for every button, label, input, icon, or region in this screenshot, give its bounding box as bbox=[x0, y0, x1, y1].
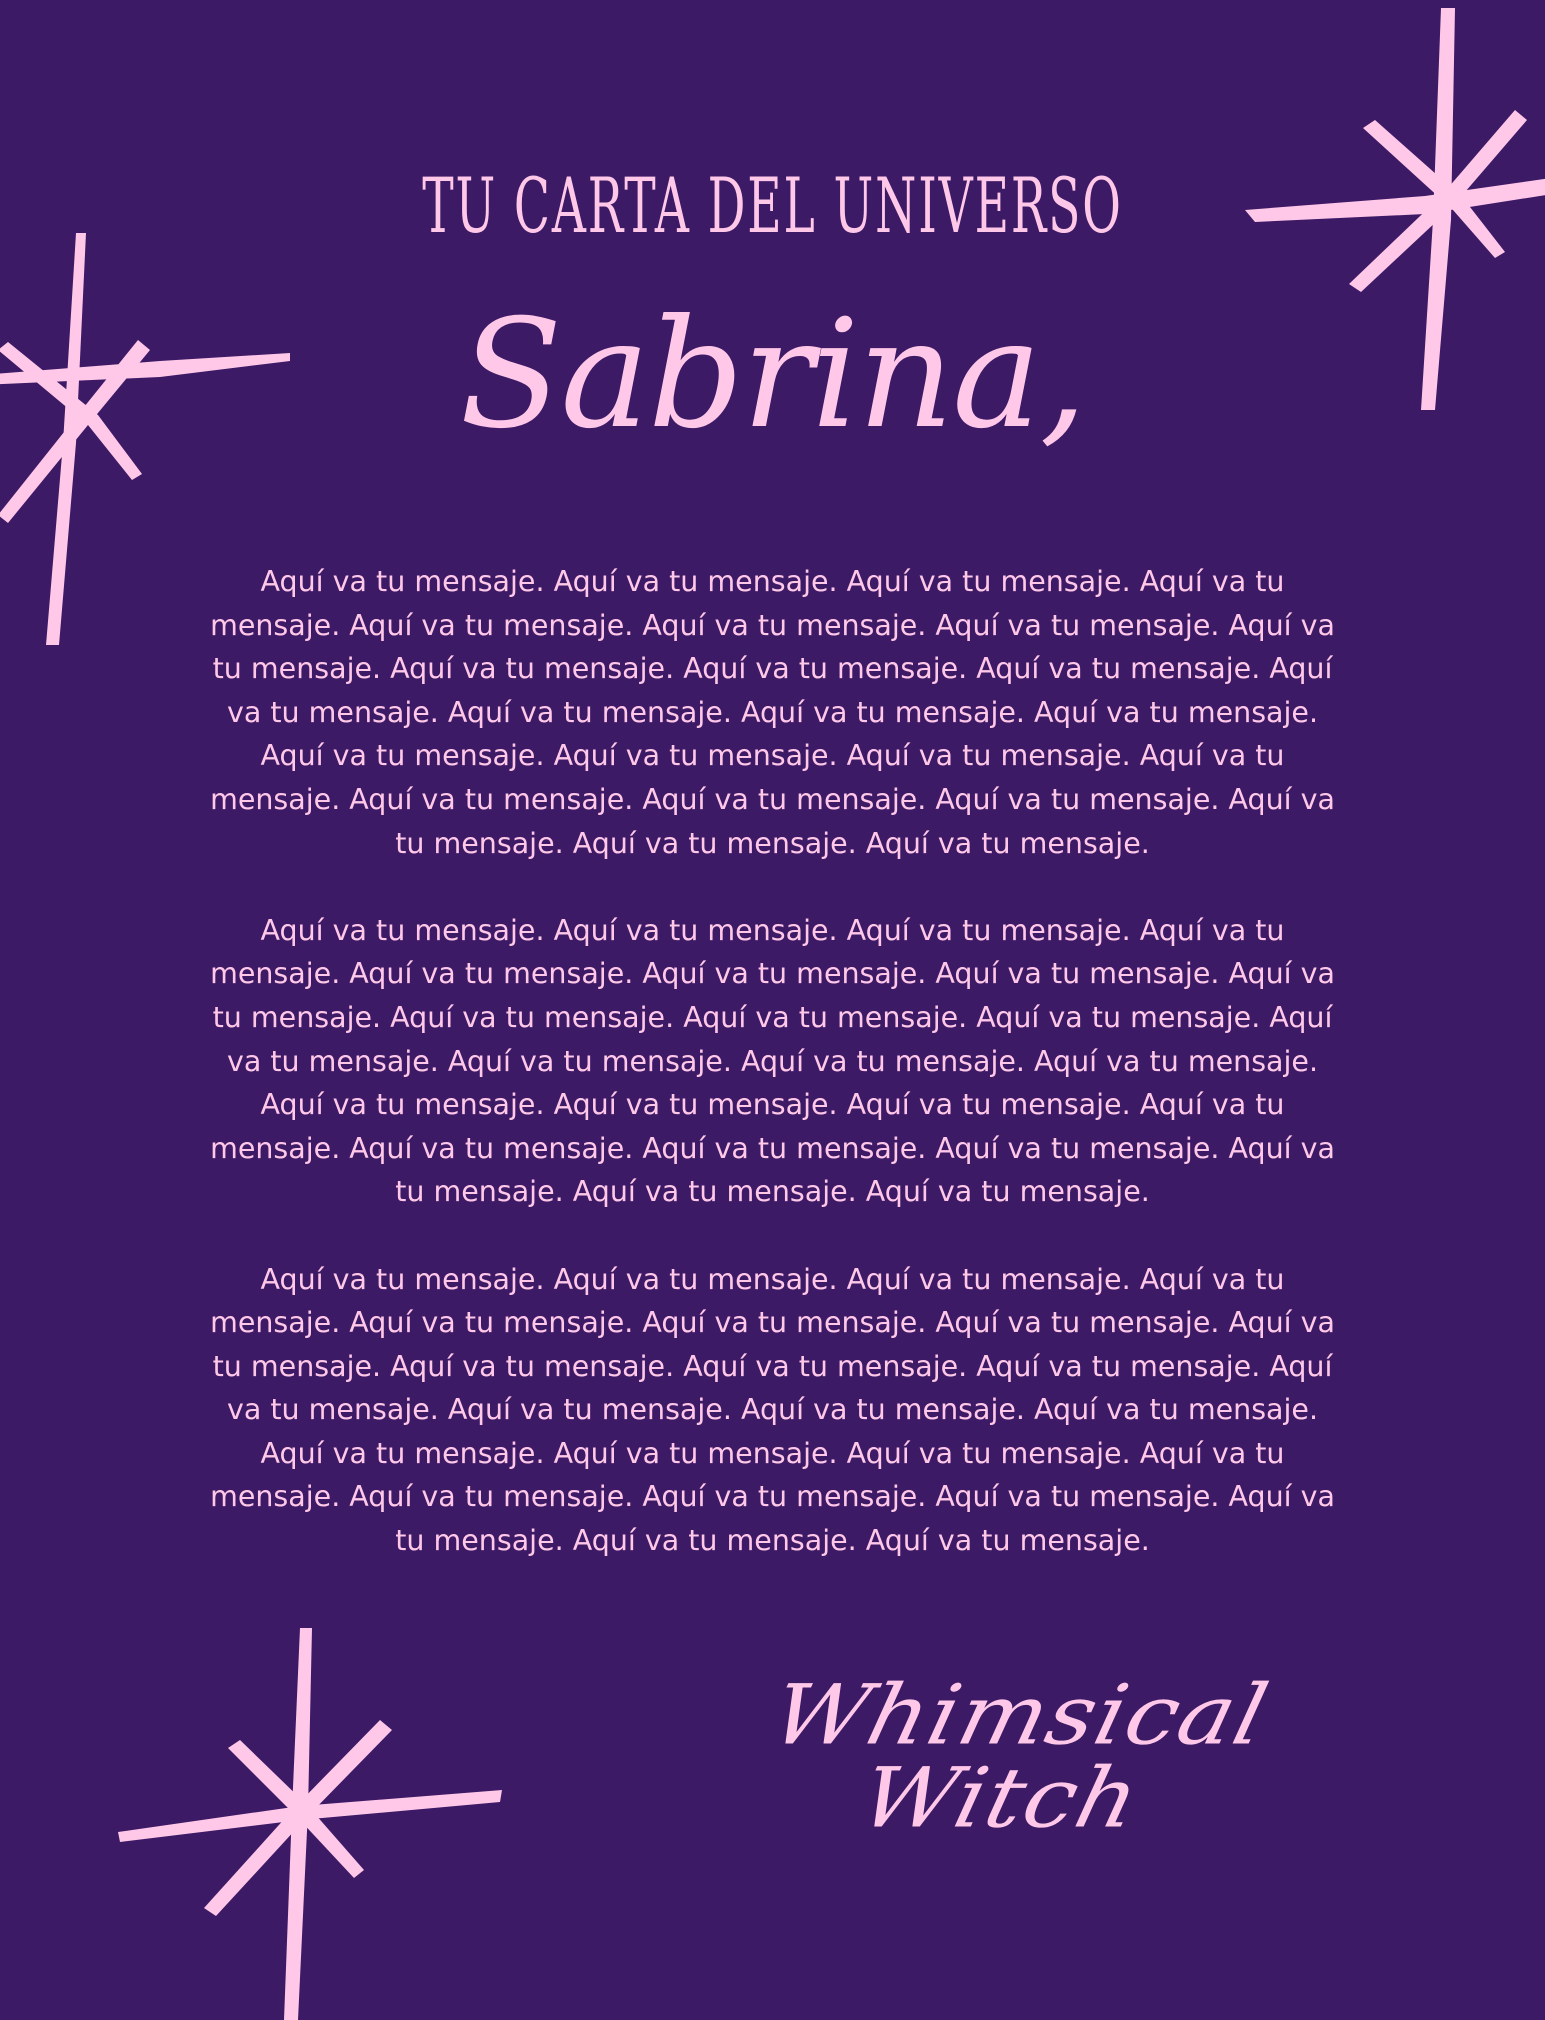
message-paragraph: Aquí va tu mensaje. Aquí va tu mensaje. Aquí va tu mensaje. Aquí va tu mensaje. Aquí va tu mensaje. Aquí va tu mensaje. Aquí va tu mensaje. Aquí va tu mensaje. Aquí va tu mensaje. Aquí va tu mensaje. Aquí va tu mensaje. Aquí va tu mensaje. Aquí va tu mensaje. Aquí va tu mensaje. Aquí va tu mensaje. Aquí va tu mensaje. Aquí va tu mensaje. Aquí va tu mensaje. Aquí va tu mensaje. Aquí va tu mensaje. Aquí va tu mensaje. Aquí va tu mensaje. Aquí va tu mensaje. Aquí va tu mensaje. Aquí va tu mensaje. bbox=[210, 913, 1335, 1209]
signature: Whimsical Witch bbox=[762, 1667, 1278, 1847]
message-paragraph: Aquí va tu mensaje. Aquí va tu mensaje. Aquí va tu mensaje. Aquí va tu mensaje. Aquí va tu mensaje. Aquí va tu mensaje. Aquí va tu mensaje. Aquí va tu mensaje. Aquí va tu mensaje. Aquí va tu mensaje. Aquí va tu mensaje. Aquí va tu mensaje. Aquí va tu mensaje. Aquí va tu mensaje. Aquí va tu mensaje. Aquí va tu mensaje. Aquí va tu mensaje. Aquí va tu mensaje. Aquí va tu mensaje. Aquí va tu mensaje. Aquí va tu mensaje. Aquí va tu mensaje. Aquí va tu mensaje. Aquí va tu mensaje. Aquí va tu mensaje. bbox=[210, 1262, 1335, 1558]
greeting-name: Sabrina, bbox=[459, 288, 1086, 462]
letter-body bbox=[205, 560, 1340, 1606]
letter-title: TU CARTA DEL UNIVERSO bbox=[422, 161, 1123, 250]
sparkle-star-icon bbox=[110, 1620, 510, 2020]
message-paragraph: Aquí va tu mensaje. Aquí va tu mensaje. Aquí va tu mensaje. Aquí va tu mensaje. Aquí va tu mensaje. Aquí va tu mensaje. Aquí va tu mensaje. Aquí va tu mensaje. Aquí va tu mensaje. Aquí va tu mensaje. Aquí va tu mensaje. Aquí va tu mensaje. Aquí va tu mensaje. Aquí va tu mensaje. Aquí va tu mensaje. Aquí va tu mensaje. Aquí va tu mensaje. Aquí va tu mensaje. Aquí va tu mensaje. Aquí va tu mensaje. Aquí va tu mensaje. Aquí va tu mensaje. Aquí va tu mensaje. Aquí va tu mensaje. Aquí va tu mensaje. bbox=[210, 565, 1335, 860]
